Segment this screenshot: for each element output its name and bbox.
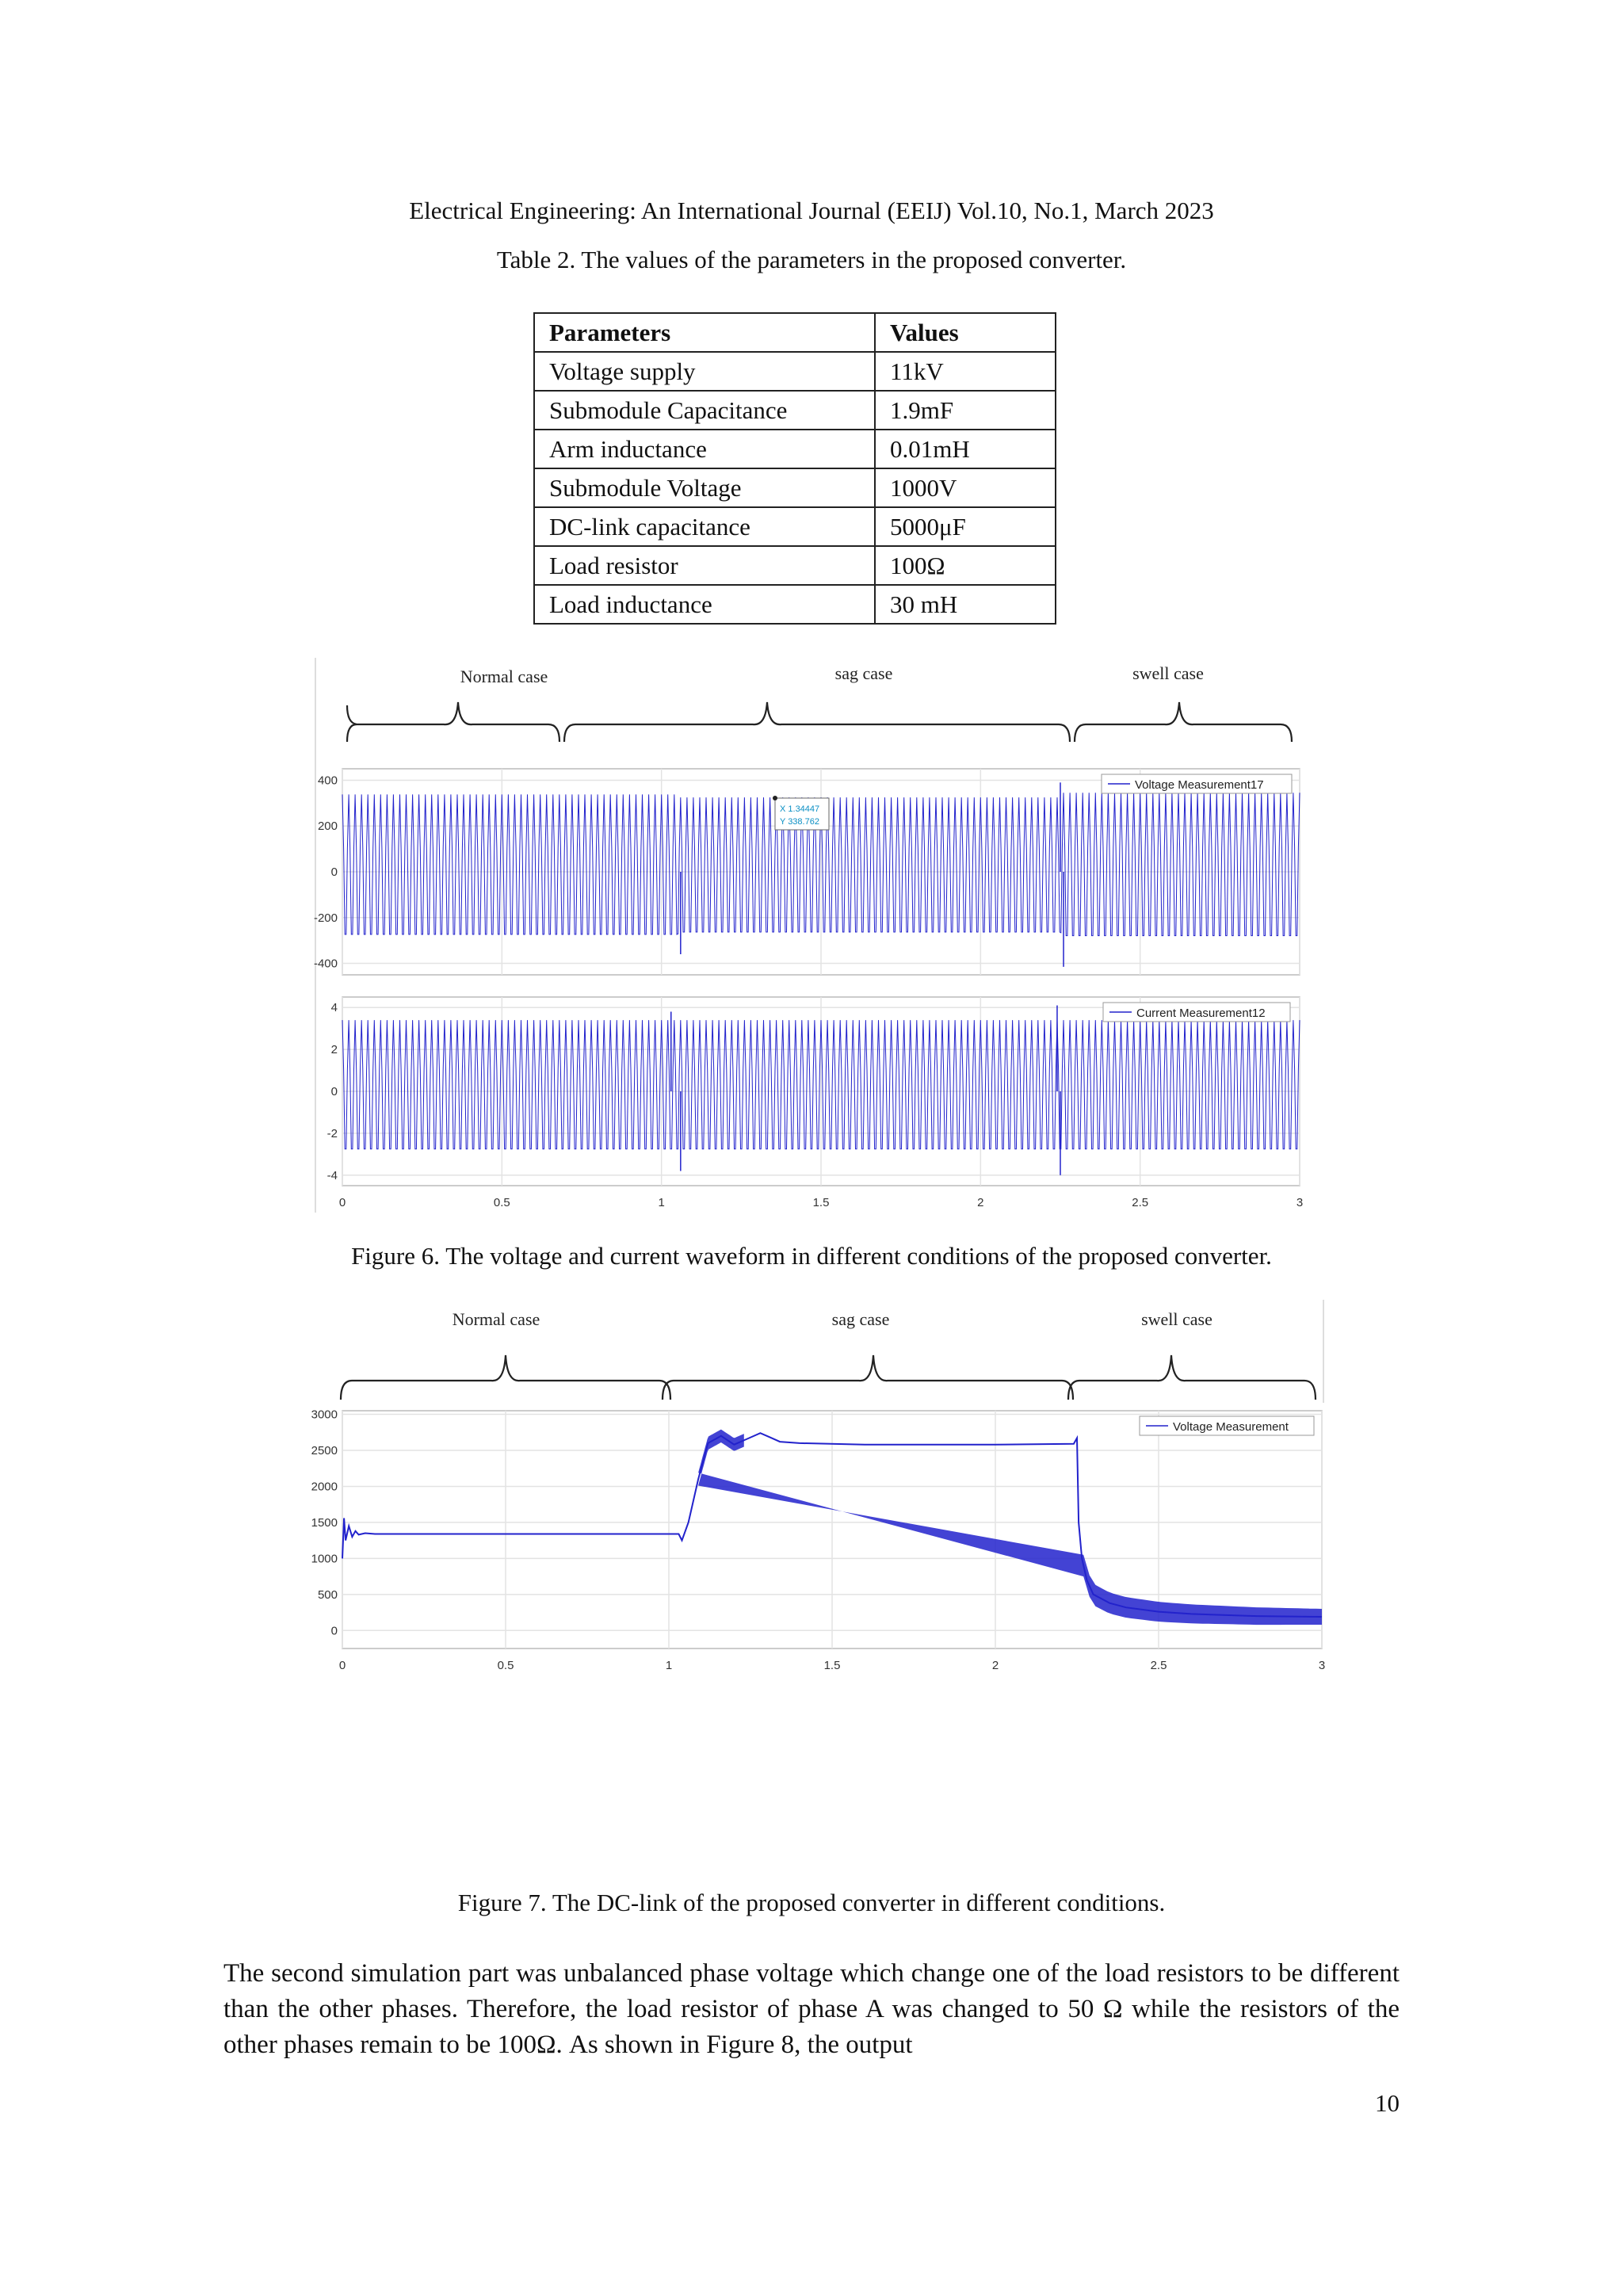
table-cell: DC-link capacitance xyxy=(534,507,875,546)
table-cell: 0.01mH xyxy=(875,430,1056,468)
x-tick-label: 1.5 xyxy=(823,1659,841,1672)
y-tick-label: 200 xyxy=(317,819,338,834)
region-label-swell: swell case xyxy=(1141,1309,1212,1329)
table-row xyxy=(534,585,1056,624)
x-tick-label: 2.5 xyxy=(1132,1196,1149,1209)
region-label-normal: Normal case xyxy=(452,1309,540,1329)
table-cell: Arm inductance xyxy=(534,430,875,468)
table-cell: 1.9mF xyxy=(875,391,1056,430)
table-cell: Load inductance xyxy=(534,585,875,624)
voltage-plot xyxy=(314,769,1300,975)
figure6 xyxy=(301,658,1323,1213)
table-cell: 100Ω xyxy=(875,546,1056,585)
y-tick-label: 2500 xyxy=(311,1444,338,1457)
current-plot xyxy=(327,997,1304,1209)
x-tick-label: 0 xyxy=(338,1196,346,1209)
figure7 xyxy=(301,1300,1331,1855)
datatip[interactable] xyxy=(773,796,829,830)
y-tick-label: -200 xyxy=(313,911,338,925)
x-tick-label: 0.5 xyxy=(497,1659,514,1672)
region-label-swell: swell case xyxy=(1132,663,1204,683)
y-tick-label: 1000 xyxy=(311,1552,338,1566)
current-y-ticks xyxy=(327,1001,338,1182)
y-tick-label: -2 xyxy=(327,1126,338,1140)
y-tick-label: 400 xyxy=(317,774,338,788)
y-tick-label: 3000 xyxy=(311,1408,338,1422)
y-tick-label: 4 xyxy=(330,1001,338,1015)
table-row xyxy=(534,507,1056,546)
x-tick-label: 1.5 xyxy=(812,1196,830,1209)
y-tick-label: -400 xyxy=(313,957,338,971)
table-row xyxy=(534,546,1056,585)
dc-x-ticks xyxy=(339,1659,1325,1672)
region-braces xyxy=(341,1309,1316,1400)
x-tick-label: 0.5 xyxy=(493,1196,510,1209)
legend-dc-voltage: Voltage Measurement xyxy=(1173,1420,1289,1434)
y-tick-label: 0 xyxy=(330,865,338,879)
journal-header: Electrical Engineering: An International Journal (EEIJ) Vol.10, No.1, March 2023 xyxy=(409,197,1214,224)
table-row xyxy=(534,468,1056,507)
y-tick-label: 500 xyxy=(317,1587,338,1602)
figure6-caption: Figure 6. The voltage and current waveform in different conditions of the proposed converter. xyxy=(351,1242,1272,1270)
region-label-sag: sag case xyxy=(831,1309,890,1329)
datatip-x: X 1.34447 xyxy=(780,804,820,814)
y-tick-label: 0 xyxy=(330,1085,338,1098)
page-number: 10 xyxy=(1375,2089,1400,2117)
body-paragraph: The second simulation part was unbalanced phase voltage which change one of the load resistors to be different than the other phases. Therefore, the load resistor of phase A was changed to 50 Ω while the resistors of the other phases remain to be 100Ω. As shown in Figure 8, the output xyxy=(223,1959,1400,2059)
x-tick-label: 1 xyxy=(665,1659,673,1672)
table-row xyxy=(534,352,1056,391)
x-tick-label: 3 xyxy=(1318,1659,1326,1672)
y-tick-label: 2 xyxy=(330,1043,338,1057)
dc-y-ticks xyxy=(311,1408,338,1638)
table-cell: Submodule Capacitance xyxy=(534,391,875,430)
table-cell: 30 mH xyxy=(875,585,1056,624)
legend-current12: Current Measurement12 xyxy=(1136,1007,1266,1020)
table-header-cell: Parameters xyxy=(534,313,875,352)
current-legend xyxy=(1103,1003,1290,1022)
current-x-ticks xyxy=(339,1196,1303,1209)
voltage-y-ticks xyxy=(314,774,338,970)
legend-voltage17: Voltage Measurement17 xyxy=(1135,778,1264,792)
table-cell: 5000μF xyxy=(875,507,1056,546)
datatip-y: Y 338.762 xyxy=(780,817,819,827)
dc-legend xyxy=(1140,1416,1314,1435)
table-cell: Load resistor xyxy=(534,546,875,585)
parameters-table xyxy=(533,312,1056,625)
region-label-normal: Normal case xyxy=(460,667,548,686)
table-cell: 11kV xyxy=(875,352,1056,391)
table-row xyxy=(534,430,1056,468)
x-tick-label: 2.5 xyxy=(1150,1659,1167,1672)
figure7-caption: Figure 7. The DC-link of the proposed converter in different conditions. xyxy=(457,1889,1166,1916)
table-header-row xyxy=(534,313,1056,352)
dc-link-plot xyxy=(311,1408,1326,1672)
x-tick-label: 1 xyxy=(658,1196,665,1209)
x-tick-label: 3 xyxy=(1296,1196,1304,1209)
y-tick-label: 0 xyxy=(330,1624,338,1638)
table-row xyxy=(534,391,1056,430)
table-caption: Table 2. The values of the parameters in the proposed converter. xyxy=(496,246,1127,273)
table-header-cell: Values xyxy=(875,313,1056,352)
y-tick-label: -4 xyxy=(327,1168,338,1182)
voltage-legend xyxy=(1102,774,1292,793)
table-cell: Voltage supply xyxy=(534,352,875,391)
region-label-sag: sag case xyxy=(834,663,893,683)
y-tick-label: 1500 xyxy=(311,1515,338,1530)
table-cell: Submodule Voltage xyxy=(534,468,875,507)
x-tick-label: 2 xyxy=(991,1659,999,1672)
x-tick-label: 0 xyxy=(338,1659,346,1672)
table-cell: 1000V xyxy=(875,468,1056,507)
x-tick-label: 2 xyxy=(977,1196,984,1209)
y-tick-label: 2000 xyxy=(311,1480,338,1494)
region-braces xyxy=(347,663,1292,742)
